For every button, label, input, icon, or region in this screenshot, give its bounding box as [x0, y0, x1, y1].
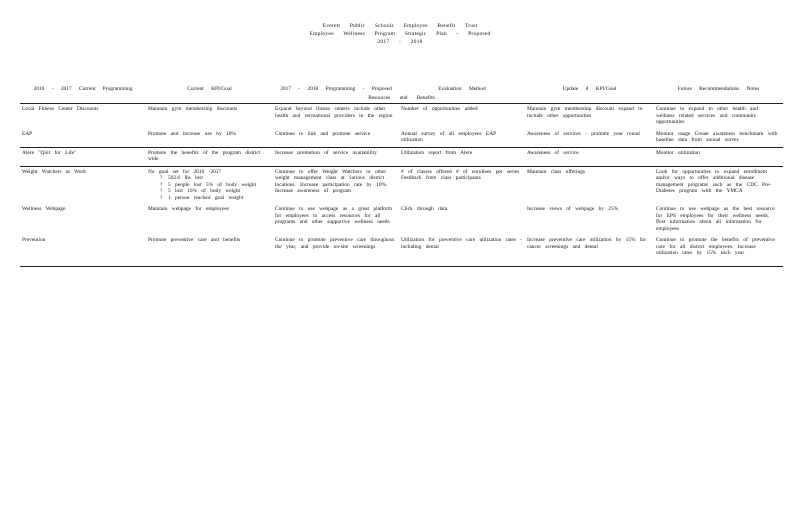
cell-evaluation: # of classes offered # of enrollees per series Feedback from class participants: [401, 168, 520, 181]
table-row: [20, 147, 783, 166]
cell-updated: Awareness of service: [525, 147, 654, 166]
strategic-plan-table: [20, 85, 783, 267]
cell-proposed: Expand beyond fitness centers include other health and recreational providers in the region: [275, 106, 393, 119]
bullet-mark: ?: [160, 181, 163, 188]
cell-program: Wellness Webpage: [22, 206, 66, 212]
table-row: [20, 129, 783, 148]
cell-proposed: Continue to promote preventive care throughout the year, and provide on-site screenings: [273, 235, 399, 266]
header-current-kpi: Current KPI/Goal: [187, 86, 232, 92]
cell-program: Weight Watchers at Work: [22, 168, 86, 175]
table-row: [20, 104, 783, 129]
cell-future: Monitor usage Create awareness benchmark with baseline data from annual survey: [656, 130, 778, 143]
cell-evaluation: Utilization for preventive care utilization rates - including dental: [399, 235, 525, 266]
cell-future: Continue to use webpage as the best resource for EPS employees for their wellness needs. Post information about all information for employees: [656, 206, 775, 232]
cell-goal: Maintain webpage for employees: [148, 206, 229, 212]
cell-goal: Promote the benefits of the program district wide: [146, 147, 273, 166]
cell-evaluation: Annual survey of all employees EAP utilization: [401, 130, 496, 143]
document-title-block: [0, 22, 800, 46]
header-current-programming: 2016 - 2017 Current Programming: [33, 86, 133, 92]
header-future-recommendations: Future Recommendations Notes: [677, 86, 760, 92]
section-label: Resources and Benefits: [20, 94, 783, 104]
title-line-plan: Employee Wellness Program Strategic Plan - Proposed: [309, 31, 491, 37]
cell-future: Continue to promote the benefits of preventive care for all district employees. Increase utilization rates by 15% each year: [654, 235, 783, 266]
cell-proposed: Continue to link and promote service: [275, 130, 371, 137]
cell-goal-list: [146, 166, 273, 204]
title-line-year: 2017 - 2018: [377, 39, 423, 45]
goal-point: ? 502.6 lbs lost: [160, 175, 203, 181]
cell-goal: Promote and increase use by 10%: [148, 130, 236, 137]
cell-goal: Promote preventive care and benefits: [146, 235, 273, 266]
section-row: [20, 94, 783, 104]
cell-evaluation: Click through data: [401, 206, 448, 212]
bullet-mark: ?: [160, 194, 163, 201]
cell-proposed: Continue to use webpage as a great platform for employees to access resources for all programs and other supportive wellness needs: [275, 206, 392, 225]
header-updated-kpi: Update d KPI/Goal: [562, 86, 617, 92]
goal-point: ? 1 person reached goal weight: [160, 194, 244, 201]
cell-evaluation: Utilization report from Alere: [399, 147, 525, 166]
cell-program: Alere "Quit for Life": [20, 147, 146, 166]
cell-updated: Maintain class offerings: [527, 168, 585, 175]
cell-proposed: Increase promotion of service availability: [273, 147, 399, 166]
cell-updated: Increase views of webpage by 25%: [527, 206, 619, 212]
cell-updated: Maintain gym membership discount expand to include other opportunities: [527, 106, 643, 119]
goal-point: ? 5 lost 10% of body weight: [160, 188, 241, 194]
cell-future: Monitor utilization: [654, 147, 783, 166]
cell-program: EAP: [22, 130, 33, 137]
cell-future: Look for opportunities to expand enrollment and/or ways to offer additional disease management programs such as the CDC Pre-Diabetes program with the YMCA: [656, 168, 772, 194]
cell-proposed: Continue to offer Weight Watchers or other weight management class at various district locations. Increase participation rate by 10%. Increase awareness of program: [275, 168, 388, 194]
title-line-organization: Everett Public Schools Employee Benefit Trust: [322, 23, 478, 29]
table-header-row: [20, 85, 783, 94]
cell-program: Prevention: [20, 235, 146, 266]
bullet-mark: ?: [160, 188, 163, 194]
cell-updated: Awareness of services - promote year round: [527, 130, 640, 137]
table-row: [20, 166, 783, 204]
cell-future: Continue to expand to other health and wellness related services and community opportunities: [656, 106, 758, 125]
bullet-mark: ?: [160, 175, 163, 181]
header-proposed-programming: 2017 - 2018 Programming - Proposed: [280, 86, 392, 92]
goal-intro: No goal set for 2016 -2017: [148, 168, 222, 175]
table-row: [20, 204, 783, 235]
cell-program: Local Fitness Center Discounts: [22, 106, 99, 112]
table-row: [20, 235, 783, 266]
header-evaluation-method: Evaluation Method: [438, 86, 486, 92]
goal-point: ? 5 people lost 5% of body weight: [160, 181, 257, 188]
cell-evaluation: Number of opportunities added: [401, 106, 478, 112]
cell-updated: Increase preventive care utilization by 15% for cancer screenings and dental: [525, 235, 654, 266]
cell-goal: Maintain gym membership discounts: [148, 106, 238, 112]
